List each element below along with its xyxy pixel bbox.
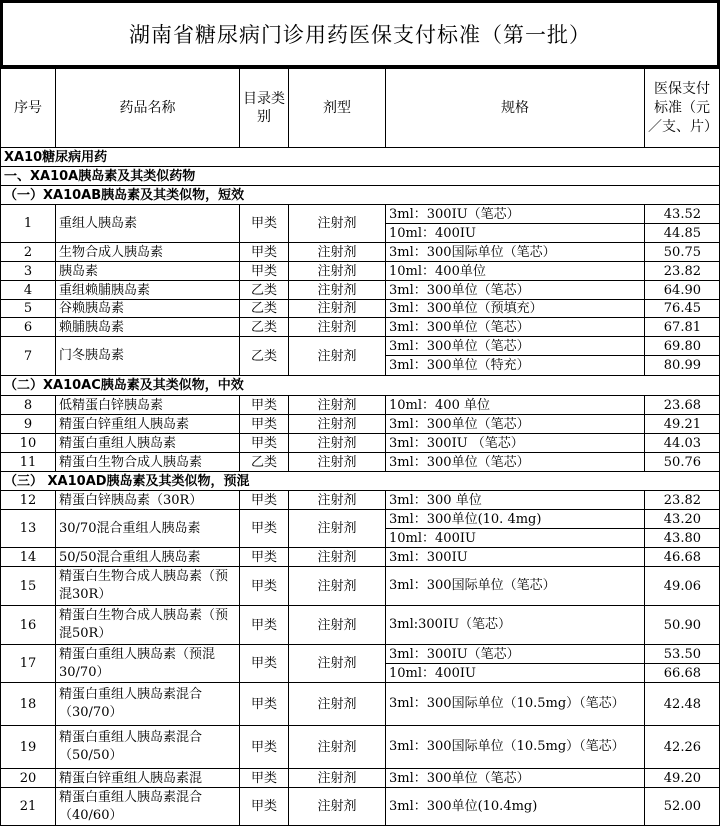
dosage-form: 注射剂: [289, 788, 386, 826]
spec: 10ml：400 单位: [386, 396, 645, 415]
spec: 3ml：300单位（笔芯）: [386, 453, 645, 472]
table-row: [1, 567, 720, 606]
drug-name: 生物合成人胰岛素: [56, 243, 240, 262]
spec: 3ml：300单位（笔芯）: [386, 337, 645, 356]
drug-name: 精蛋白重组人胰岛素（预混30/70）: [56, 645, 240, 683]
section-label: XA10糖尿病用药: [1, 148, 720, 167]
drug-price-table: [0, 68, 720, 826]
price: 42.48: [645, 683, 720, 726]
price: 50.90: [645, 606, 720, 645]
table-row: [1, 726, 720, 769]
spec: 3ml：300国际单位（笔芯）: [386, 567, 645, 606]
section-row: [1, 148, 720, 167]
dosage-form: 注射剂: [289, 726, 386, 769]
catalog-category: 甲类: [240, 683, 289, 726]
drug-name: 精蛋白重组人胰岛素混合（40/60）: [56, 788, 240, 826]
spec: 3ml：300单位(10. 4mg): [386, 510, 645, 529]
catalog-category: 甲类: [240, 769, 289, 788]
dosage-form: 注射剂: [289, 606, 386, 645]
row-number: 13: [1, 510, 56, 548]
header-no: 序号: [1, 69, 56, 148]
spec: 3ml：300国际单位（笔芯）: [386, 243, 645, 262]
table-row: [1, 243, 720, 262]
spec: 3ml：300国际单位（10.5mg）（笔芯）: [386, 726, 645, 769]
catalog-category: 乙类: [240, 281, 289, 300]
price: 80.99: [645, 356, 720, 376]
price: 23.82: [645, 262, 720, 281]
row-number: 4: [1, 281, 56, 300]
row-number: 2: [1, 243, 56, 262]
table-row: [1, 281, 720, 300]
dosage-form: 注射剂: [289, 491, 386, 510]
catalog-category: 甲类: [240, 491, 289, 510]
header-price: 医保支付标准（元／支、片）: [645, 69, 720, 148]
spec: 3ml：300单位（笔芯）: [386, 769, 645, 788]
row-number: 9: [1, 415, 56, 434]
drug-name: 精蛋白生物合成人胰岛素（预混30R）: [56, 567, 240, 606]
price: 64.90: [645, 281, 720, 300]
dosage-form: 注射剂: [289, 262, 386, 281]
section-row: [1, 186, 720, 205]
table-row: [1, 396, 720, 415]
drug-name: 精蛋白生物合成人胰岛素（预混50R）: [56, 606, 240, 645]
row-number: 17: [1, 645, 56, 683]
price: 67.81: [645, 318, 720, 337]
drug-name: 胰岛素: [56, 262, 240, 281]
spec: 3ml：300IU（笔芯）: [386, 205, 645, 224]
price: 50.75: [645, 243, 720, 262]
section-label: （三） XA10AD胰岛素及其类似物，预混: [1, 472, 720, 491]
catalog-category: 甲类: [240, 788, 289, 826]
table-row: [1, 769, 720, 788]
table-row: [1, 300, 720, 318]
header-name: 药品名称: [56, 69, 240, 148]
row-number: 15: [1, 567, 56, 606]
dosage-form: 注射剂: [289, 396, 386, 415]
section-label: 一、XA10A胰岛素及其类似药物: [1, 167, 720, 186]
drug-name: 精蛋白锌重组人胰岛素混: [56, 769, 240, 788]
drug-name: 赖脯胰岛素: [56, 318, 240, 337]
dosage-form: 注射剂: [289, 205, 386, 243]
section-row: [1, 472, 720, 491]
spec: 3ml：300单位（特充）: [386, 356, 645, 376]
drug-name: 30/70混合重组人胰岛素: [56, 510, 240, 548]
dosage-form: 注射剂: [289, 281, 386, 300]
price: 44.85: [645, 224, 720, 243]
row-number: 19: [1, 726, 56, 769]
table-row: [1, 262, 720, 281]
drug-name: 精蛋白重组人胰岛素混合（30/70）: [56, 683, 240, 726]
spec: 3ml：300单位（笔芯）: [386, 415, 645, 434]
table-row: [1, 683, 720, 726]
catalog-category: 甲类: [240, 205, 289, 243]
spec: 10ml：400IU: [386, 529, 645, 548]
spec: 3ml：300单位（笔芯）: [386, 281, 645, 300]
price: 52.00: [645, 788, 720, 826]
table-row: [1, 434, 720, 453]
spec: 3ml：300IU（笔芯）: [386, 645, 645, 664]
drug-name: 50/50混合重组人胰岛素: [56, 548, 240, 567]
table-row: [1, 318, 720, 337]
drug-name: 精蛋白重组人胰岛素混合（50/50）: [56, 726, 240, 769]
catalog-category: 甲类: [240, 510, 289, 548]
drug-name: 低精蛋白锌胰岛素: [56, 396, 240, 415]
drug-name: 门冬胰岛素: [56, 337, 240, 376]
drug-name: 精蛋白锌重组人胰岛素: [56, 415, 240, 434]
price: 46.68: [645, 548, 720, 567]
catalog-category: 乙类: [240, 318, 289, 337]
spec: 3ml：300国际单位（10.5mg）（笔芯）: [386, 683, 645, 726]
price: 23.68: [645, 396, 720, 415]
spec: 3ml：300IU （笔芯）: [386, 434, 645, 453]
price: 23.82: [645, 491, 720, 510]
table-row: [1, 788, 720, 826]
header-spec: 规格: [386, 69, 645, 148]
header-row: [1, 69, 720, 148]
dosage-form: 注射剂: [289, 415, 386, 434]
drug-name: 精蛋白生物合成人胰岛素: [56, 453, 240, 472]
table-row: [1, 645, 720, 664]
catalog-category: 甲类: [240, 396, 289, 415]
price: 49.20: [645, 769, 720, 788]
dosage-form: 注射剂: [289, 243, 386, 262]
row-number: 20: [1, 769, 56, 788]
spec: 3ml:300IU（笔芯）: [386, 606, 645, 645]
spec: 10ml：400IU: [386, 664, 645, 683]
dosage-form: 注射剂: [289, 337, 386, 376]
spec: 3ml：300 单位: [386, 491, 645, 510]
price: 69.80: [645, 337, 720, 356]
price: 76.45: [645, 300, 720, 318]
header-category: 目录类别: [240, 69, 289, 148]
price: 43.80: [645, 529, 720, 548]
price: 49.06: [645, 567, 720, 606]
row-number: 8: [1, 396, 56, 415]
price: 53.50: [645, 645, 720, 664]
spec: 10ml：400IU: [386, 224, 645, 243]
section-label: （一）XA10AB胰岛素及其类似物，短效: [1, 186, 720, 205]
dosage-form: 注射剂: [289, 510, 386, 548]
dosage-form: 注射剂: [289, 300, 386, 318]
row-number: 21: [1, 788, 56, 826]
row-number: 14: [1, 548, 56, 567]
header-form: 剂型: [289, 69, 386, 148]
table-row: [1, 453, 720, 472]
section-row: [1, 376, 720, 396]
catalog-category: 甲类: [240, 548, 289, 567]
dosage-form: 注射剂: [289, 548, 386, 567]
price: 43.52: [645, 205, 720, 224]
table-row: [1, 415, 720, 434]
table-row: [1, 337, 720, 356]
dosage-form: 注射剂: [289, 434, 386, 453]
dosage-form: 注射剂: [289, 645, 386, 683]
catalog-category: 甲类: [240, 645, 289, 683]
drug-name: 精蛋白锌胰岛素（30R）: [56, 491, 240, 510]
row-number: 6: [1, 318, 56, 337]
section-row: [1, 167, 720, 186]
catalog-category: 甲类: [240, 415, 289, 434]
catalog-category: 甲类: [240, 726, 289, 769]
spec: 3ml：300单位(10.4mg): [386, 788, 645, 826]
catalog-category: 乙类: [240, 453, 289, 472]
dosage-form: 注射剂: [289, 769, 386, 788]
price: 50.76: [645, 453, 720, 472]
dosage-form: 注射剂: [289, 683, 386, 726]
price: 42.26: [645, 726, 720, 769]
spec: 3ml：300单位（笔芯）: [386, 318, 645, 337]
price: 43.20: [645, 510, 720, 529]
spec: 3ml：300单位（预填充）: [386, 300, 645, 318]
row-number: 5: [1, 300, 56, 318]
price: 49.21: [645, 415, 720, 434]
table-row: [1, 491, 720, 510]
catalog-category: 甲类: [240, 567, 289, 606]
catalog-category: 乙类: [240, 300, 289, 318]
catalog-category: 甲类: [240, 262, 289, 281]
row-number: 11: [1, 453, 56, 472]
price: 44.03: [645, 434, 720, 453]
row-number: 3: [1, 262, 56, 281]
row-number: 7: [1, 337, 56, 376]
row-number: 12: [1, 491, 56, 510]
table-row: [1, 510, 720, 529]
drug-name: 精蛋白重组人胰岛素: [56, 434, 240, 453]
drug-name: 谷赖胰岛素: [56, 300, 240, 318]
table-row: [1, 606, 720, 645]
dosage-form: 注射剂: [289, 453, 386, 472]
row-number: 1: [1, 205, 56, 243]
dosage-form: 注射剂: [289, 318, 386, 337]
table-row: [1, 548, 720, 567]
dosage-form: 注射剂: [289, 567, 386, 606]
catalog-category: 甲类: [240, 434, 289, 453]
spec: 3ml：300IU: [386, 548, 645, 567]
row-number: 18: [1, 683, 56, 726]
spec: 10ml：400单位: [386, 262, 645, 281]
catalog-category: 甲类: [240, 606, 289, 645]
table-row: [1, 205, 720, 224]
page-title: 湖南省糖尿病门诊用药医保支付标准（第一批）: [0, 0, 720, 68]
section-label: （二）XA10AC胰岛素及其类似物，中效: [1, 376, 720, 396]
catalog-category: 乙类: [240, 337, 289, 376]
price: 66.68: [645, 664, 720, 683]
row-number: 10: [1, 434, 56, 453]
catalog-category: 甲类: [240, 243, 289, 262]
drug-name: 重组赖脯胰岛素: [56, 281, 240, 300]
row-number: 16: [1, 606, 56, 645]
drug-name: 重组人胰岛素: [56, 205, 240, 243]
